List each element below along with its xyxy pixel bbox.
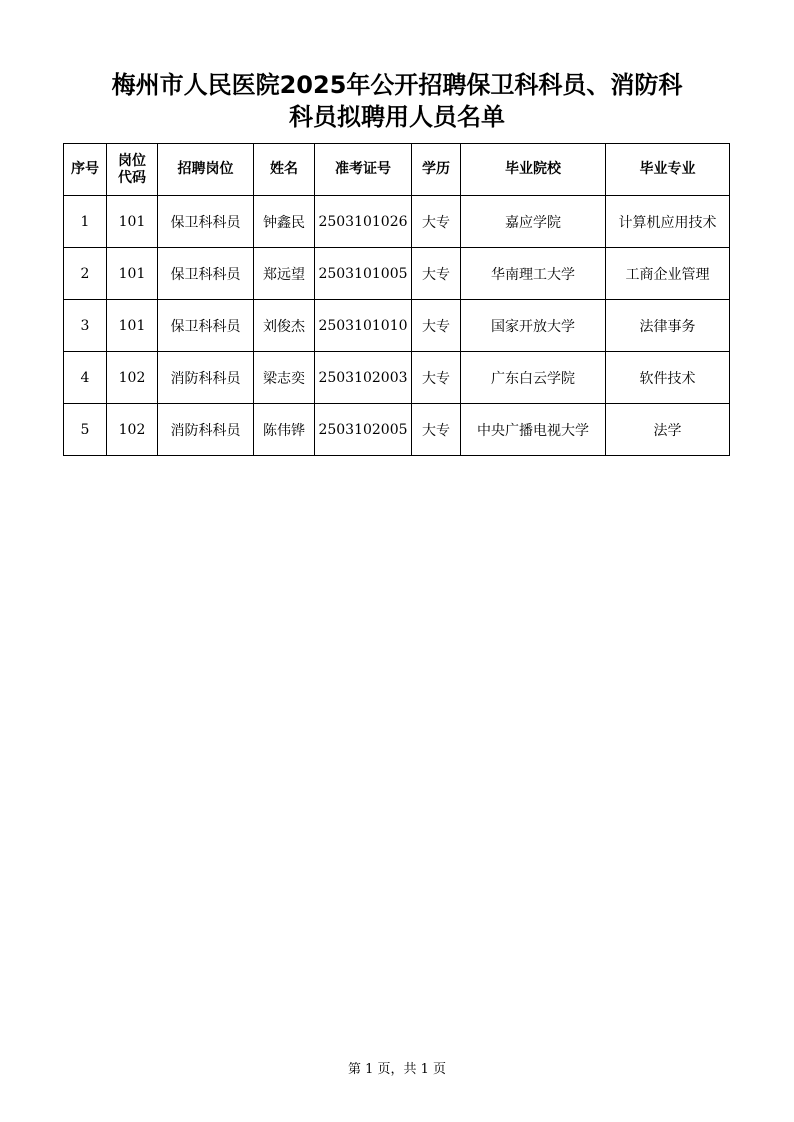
page-number: 第 1 页，共 1 页 [347,1062,447,1077]
cell-education: 大专 [412,404,461,456]
table-row [64,248,730,300]
cell-education: 大专 [412,196,461,248]
cell-name: 钟鑫民 [254,196,315,248]
cell-school: 中央广播电视大学 [461,404,606,456]
cell-exam-no: 2503101005 [315,248,412,300]
header-education: 学历 [412,144,461,196]
header-post: 招聘岗位 [158,144,254,196]
table-row [64,404,730,456]
page-title-line-2: 科员拟聘用人员名单 [289,103,505,131]
cell-name: 梁志奕 [254,352,315,404]
cell-post: 消防科科员 [158,404,254,456]
cell-exam-no: 2503101010 [315,300,412,352]
cell-code: 102 [107,352,158,404]
cell-code: 101 [107,300,158,352]
cell-education: 大专 [412,352,461,404]
cell-post: 保卫科科员 [158,248,254,300]
cell-education: 大专 [412,300,461,352]
cell-code: 102 [107,404,158,456]
header-name: 姓名 [254,144,315,196]
header-index: 序号 [64,144,107,196]
cell-code: 101 [107,248,158,300]
cell-index: 1 [64,196,107,248]
header-major: 毕业专业 [606,144,730,196]
cell-major: 工商企业管理 [606,248,730,300]
candidate-table [63,143,730,456]
header-post-code [107,144,158,196]
header-post-code-line-1: 岗位 [118,152,146,169]
table-row [64,196,730,248]
cell-major: 法学 [606,404,730,456]
cell-name: 刘俊杰 [254,300,315,352]
header-post-code-line-2: 代码 [118,169,146,186]
cell-name: 陈伟铧 [254,404,315,456]
cell-exam-no: 2503102003 [315,352,412,404]
header-school: 毕业院校 [461,144,606,196]
cell-education: 大专 [412,248,461,300]
cell-school: 华南理工大学 [461,248,606,300]
cell-index: 5 [64,404,107,456]
cell-major: 计算机应用技术 [606,196,730,248]
cell-name: 郑远望 [254,248,315,300]
cell-major: 软件技术 [606,352,730,404]
cell-post: 消防科科员 [158,352,254,404]
cell-post: 保卫科科员 [158,196,254,248]
cell-index: 4 [64,352,107,404]
table-row [64,300,730,352]
cell-school: 广东白云学院 [461,352,606,404]
cell-school: 嘉应学院 [461,196,606,248]
page-title-line-1: 梅州市人民医院2025年公开招聘保卫科科员、消防科 [111,71,683,99]
table-row [64,352,730,404]
cell-post: 保卫科科员 [158,300,254,352]
cell-exam-no: 2503102005 [315,404,412,456]
cell-index: 3 [64,300,107,352]
table-header-row [64,144,730,196]
header-exam-no: 准考证号 [315,144,412,196]
cell-school: 国家开放大学 [461,300,606,352]
cell-exam-no: 2503101026 [315,196,412,248]
cell-index: 2 [64,248,107,300]
cell-code: 101 [107,196,158,248]
cell-major: 法律事务 [606,300,730,352]
